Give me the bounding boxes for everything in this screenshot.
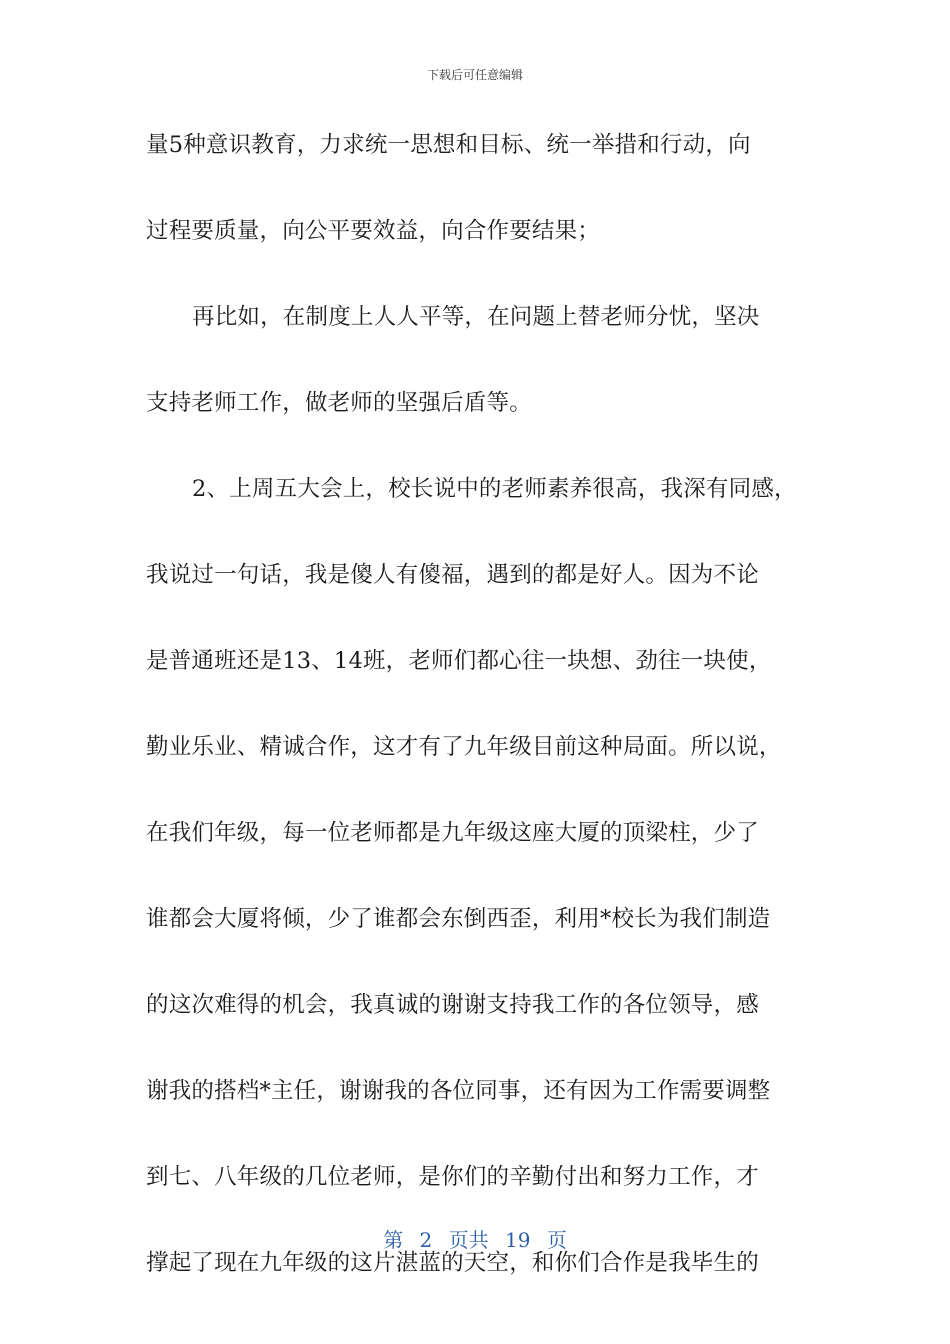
footer-prefix: 第: [383, 1228, 404, 1252]
footer-total-pages: 19: [505, 1228, 531, 1252]
page-footer: [0, 1224, 950, 1253]
text-line: 2、上周五大会上，校长说中的老师素养很高，我深有同感，: [192, 476, 797, 502]
text-line: 谢我的搭档*主任，谢谢我的各位同事，还有因为工作需要调整: [146, 1078, 771, 1104]
text-line: 是普通班还是13、14班，老师们都心往一块想、劲往一块使，: [146, 648, 772, 674]
text-line: 再比如，在制度上人人平等，在问题上替老师分忧，坚决: [192, 304, 760, 330]
page-header: 下载后可任意编辑: [426, 68, 523, 82]
text-line: 在我们年级，每一位老师都是九年级这座大厦的顶梁柱，少了: [146, 820, 759, 846]
text-line: 撑起了现在九年级的这片湛蓝的天空，和你们合作是我毕生的: [146, 1250, 759, 1276]
text-line: 支持老师工作，做老师的坚强后盾等。: [146, 390, 532, 416]
footer-middle: 页共: [448, 1228, 489, 1252]
text-line: 过程要质量，向公平要效益，向合作要结果；: [146, 218, 601, 244]
text-line: 谁都会大厦将倾，少了谁都会东倒西歪，利用*校长为我们制造: [146, 906, 771, 932]
text-line: 的这次难得的机会，我真诚的谢谢支持我工作的各位领导，感: [146, 992, 759, 1018]
footer-suffix: 页: [546, 1228, 567, 1252]
footer-page-number: 2: [419, 1228, 433, 1252]
text-line: 到七、八年级的几位老师，是你们的辛勤付出和努力工作，才: [146, 1164, 759, 1190]
body-text: [146, 124, 826, 1328]
text-line: 勤业乐业、精诚合作，这才有了九年级目前这种局面。所以说，: [146, 734, 782, 760]
text-line: 量5种意识教育，力求统一思想和目标、统一举措和行动，向: [146, 132, 751, 158]
text-line: 我说过一句话，我是傻人有傻福，遇到的都是好人。因为不论: [146, 562, 759, 588]
